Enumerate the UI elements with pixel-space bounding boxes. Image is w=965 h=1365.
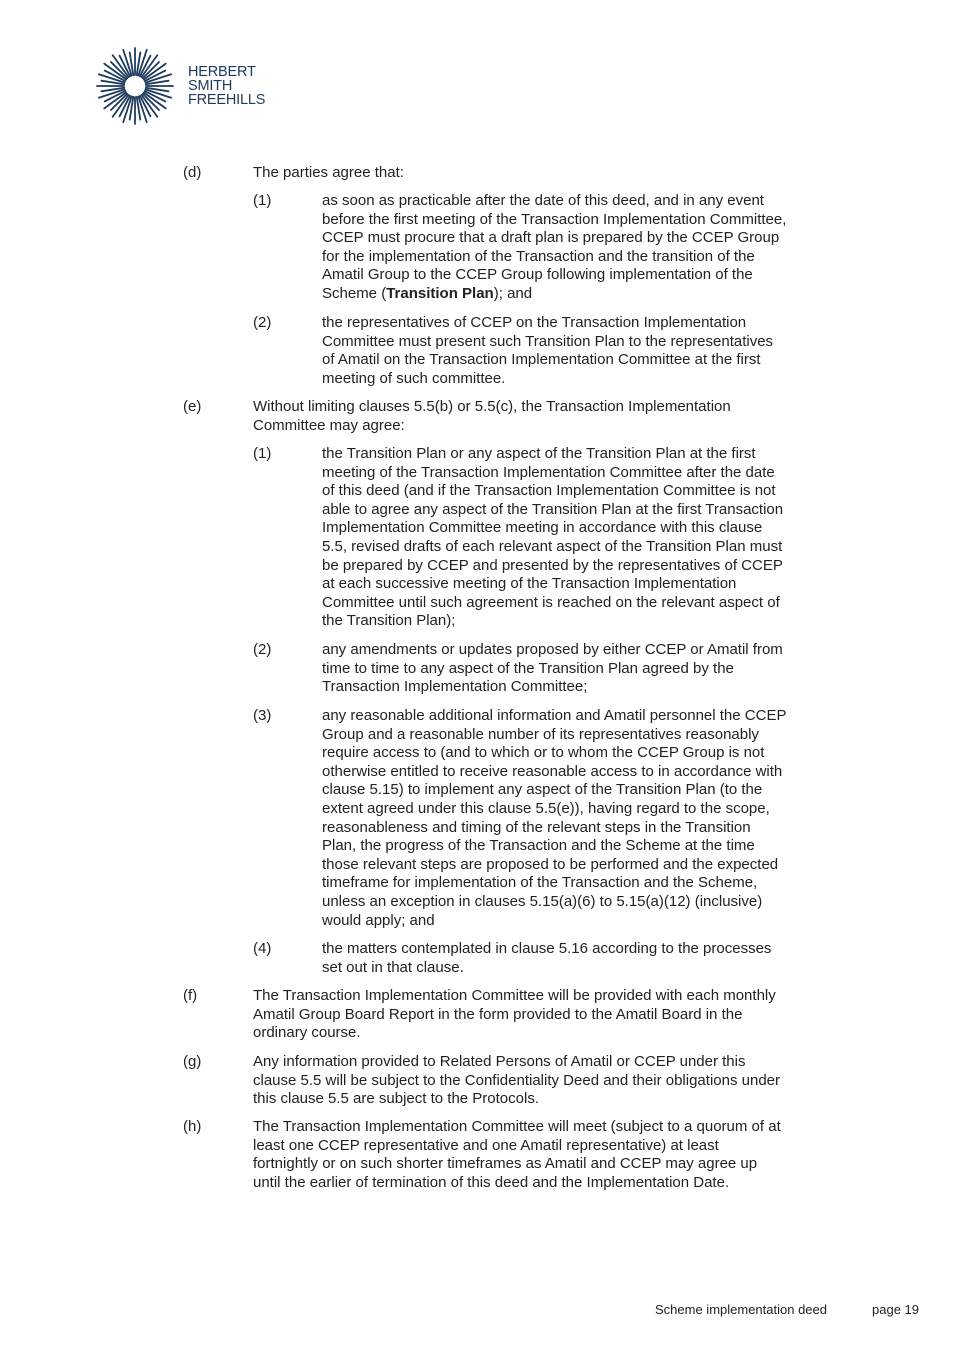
clause-text: The Transaction Implementation Committee will be provided with each monthly Amatil Group Board Report in the form provided to the Amatil Board in the ordinary course. (253, 987, 776, 1042)
logo-line-3: FREEHILLS (188, 92, 266, 108)
clause-e (183, 398, 843, 435)
subclause-label: (4) (253, 940, 272, 957)
clause-d (183, 164, 843, 183)
clause-text: The parties agree that: (253, 164, 404, 181)
subclause-label: (1) (253, 445, 272, 462)
subclause-label: (3) (253, 707, 272, 724)
sunburst-logo-icon (96, 47, 174, 125)
subclause-text: any amendments or updates proposed by either CCEP or Amatil from time to time to any aspect of the Transition Plan agreed by the Transaction Implementation Committee; (322, 641, 783, 696)
subclause-label: (2) (253, 314, 272, 331)
footer-page-number: page 19 (872, 1302, 919, 1317)
clause-text: The Transaction Implementation Committee will meet (subject to a quorum of at least one CCEP representative and one Amatil representative) at least fortnightly or on such shorter timeframes as Amatil and CCEP may agree up until the earlier of termination of this deed and the Implementation Date. (253, 1118, 781, 1191)
subclause-d-2 (253, 314, 833, 388)
subclause-e-3 (253, 707, 833, 930)
clause-g (183, 1053, 843, 1109)
clause-label: (f) (183, 987, 198, 1004)
clause-label: (h) (183, 1118, 202, 1135)
subclause-label: (1) (253, 192, 272, 209)
subclause-text: any reasonable additional information and Amatil personnel the CCEP Group and a reasonable number of its representatives reasonably require access to (and to which or to whom the CCEP Group is not otherwise entitled to receive reasonable access to in accordance with clause 5.15) to implement any aspect of the Transition Plan (to the extent agreed under this clause 5.5(e)), having regard to the scope, reasonableness and timing of the relevant steps in the Transition Plan, the progress of the Transaction and the Scheme at the time those relevant steps are proposed to be performed and the expected timeframe for implementation of the Transaction and the Scheme, unless an exception in clauses 5.15(a)(6) to 5.15(a)(12) (inclusive) would apply; and (322, 707, 787, 929)
logo-line-2: SMITH (188, 78, 233, 94)
subclause-e-4 (253, 940, 833, 977)
clause-text: Any information provided to Related Persons of Amatil or CCEP under this clause 5.5 will be subject to the Confidentiality Deed and their obligations under this clause 5.5 are subject to the Protocols. (253, 1053, 780, 1108)
subclause-text: the representatives of CCEP on the Transaction Implementation Committee must present such Transition Plan to the representatives of Amatil on the Transaction Implementation Committee at the first meeting of such committee. (322, 314, 774, 387)
footer-doc-title: Scheme implementation deed (655, 1302, 827, 1317)
subclause-label: (2) (253, 641, 272, 658)
subclause-text: as soon as practicable after the date of this deed, and in any event before the first meeting of the Transaction Implementation Committee, CCEP must procure that a draft plan is prepared by the CCEP Group for the implementation of the Transaction and the transition of the Amatil Group to the CCEP Group following implementation of the Scheme (Transition Plan); and (322, 192, 787, 302)
clause-label: (e) (183, 398, 202, 415)
subclause-e-1 (253, 445, 833, 631)
logo-line-1: HERBERT (188, 64, 256, 80)
clause-label: (g) (183, 1053, 202, 1070)
logo-wordmark (188, 65, 265, 107)
subclause-d-1 (253, 192, 833, 304)
clause-f (183, 987, 843, 1043)
defined-term: Transition Plan (386, 284, 494, 302)
subclause-text: the Transition Plan or any aspect of the Transition Plan at the first meeting of the Transaction Implementation Committee after the date of this deed (and if the Transaction Implementation Committee is not able to agree any aspect of the Transition Plan at the first Transaction Implementation Committee meeting in accordance with this clause 5.5, revised drafts of each relevant aspect of the Transition Plan must be prepared by CCEP and presented by the representatives of CCEP at each successive meeting of the Transaction Implementation Committee until such agreement is reached on the relevant aspect of the Transition Plan); (322, 445, 784, 630)
subclause-e-2 (253, 641, 833, 697)
clause-h (183, 1118, 843, 1192)
clause-label: (d) (183, 164, 202, 181)
subclause-text: the matters contemplated in clause 5.16 according to the processes set out in that clause. (322, 940, 772, 976)
company-logo (96, 47, 265, 125)
clause-text: Without limiting clauses 5.5(b) or 5.5(c), the Transaction Implementation Committee may agree: (253, 398, 731, 434)
